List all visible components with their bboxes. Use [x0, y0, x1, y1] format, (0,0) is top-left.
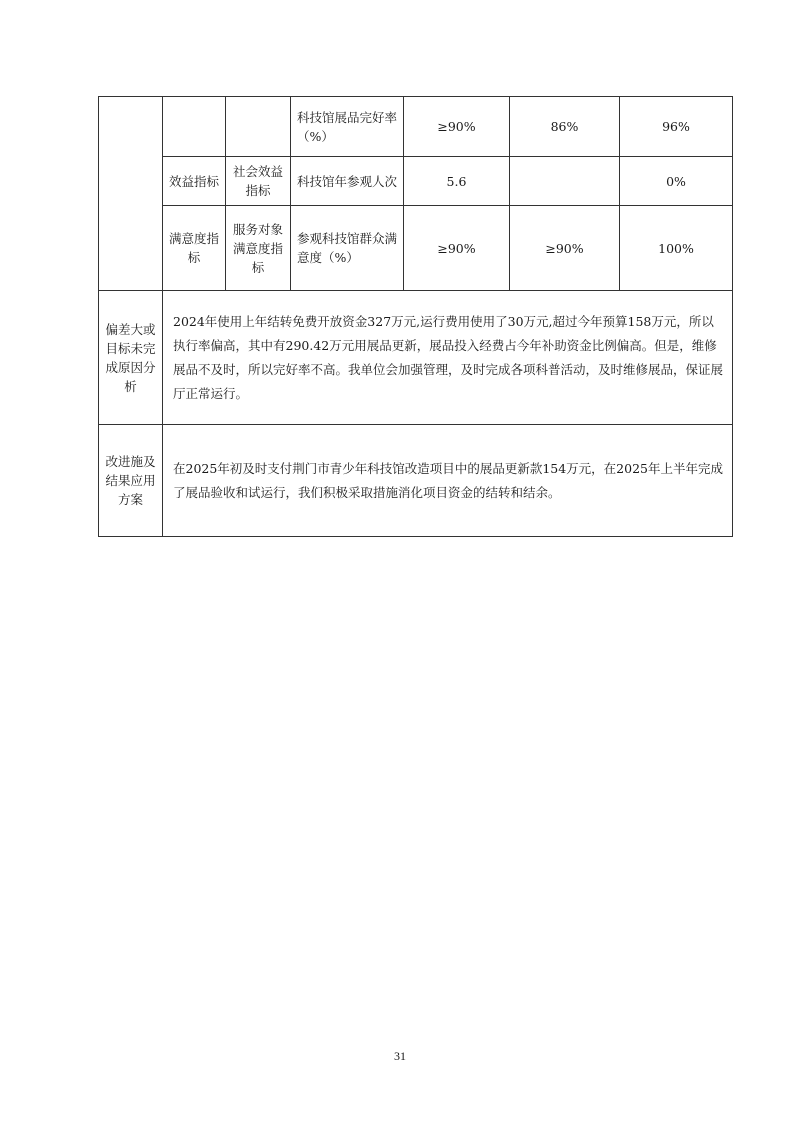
deviation-text: 2024年使用上年结转免费开放资金327万元,运行费用使用了30万元,超过今年预算158万元，所以执行率偏高，其中有290.42万元用展品更新，展品投入经费占今年补助资金比例偏高。但是，维修展品不及时，所以完好率不高。我单位会加强管理，及时完成各项科普活动，及时维修展品，保证展厅正常运行。 [163, 291, 733, 425]
page-number: 31 [394, 1049, 406, 1063]
improvement-label: 改进施及结果应用方案 [99, 425, 163, 537]
table-row [99, 157, 733, 206]
target-cell: ≥90% [404, 97, 510, 157]
planned-cell [510, 157, 620, 206]
level2-cell [163, 97, 226, 157]
level1-cell [99, 97, 163, 291]
indicator-cell: 参观科技馆群众满意度（%） [291, 206, 404, 291]
indicator-cell: 科技馆年参观人次 [291, 157, 404, 206]
improvement-text: 在2025年初及时支付荆门市青少年科技馆改造项目中的展品更新款154万元，在2025年上半年完成了展品验收和试运行，我们积极采取措施消化项目资金的结转和结余。 [163, 425, 733, 537]
target-cell: 5.6 [404, 157, 510, 206]
improvement-row [99, 425, 733, 537]
planned-cell: 86% [510, 97, 620, 157]
actual-cell: 0% [620, 157, 733, 206]
actual-cell: 100% [620, 206, 733, 291]
level3-cell [226, 97, 291, 157]
level2-cell: 效益指标 [163, 157, 226, 206]
planned-cell: ≥90% [510, 206, 620, 291]
indicator-cell: 科技馆展品完好率（%） [291, 97, 404, 157]
level3-cell: 服务对象满意度指标 [226, 206, 291, 291]
deviation-label: 偏差大或目标未完成原因分析 [99, 291, 163, 425]
table-row [99, 97, 733, 157]
level2-cell: 满意度指标 [163, 206, 226, 291]
level3-cell: 社会效益指标 [226, 157, 291, 206]
deviation-row [99, 291, 733, 425]
table-row [99, 206, 733, 291]
target-cell: ≥90% [404, 206, 510, 291]
actual-cell: 96% [620, 97, 733, 157]
performance-table [98, 96, 733, 537]
